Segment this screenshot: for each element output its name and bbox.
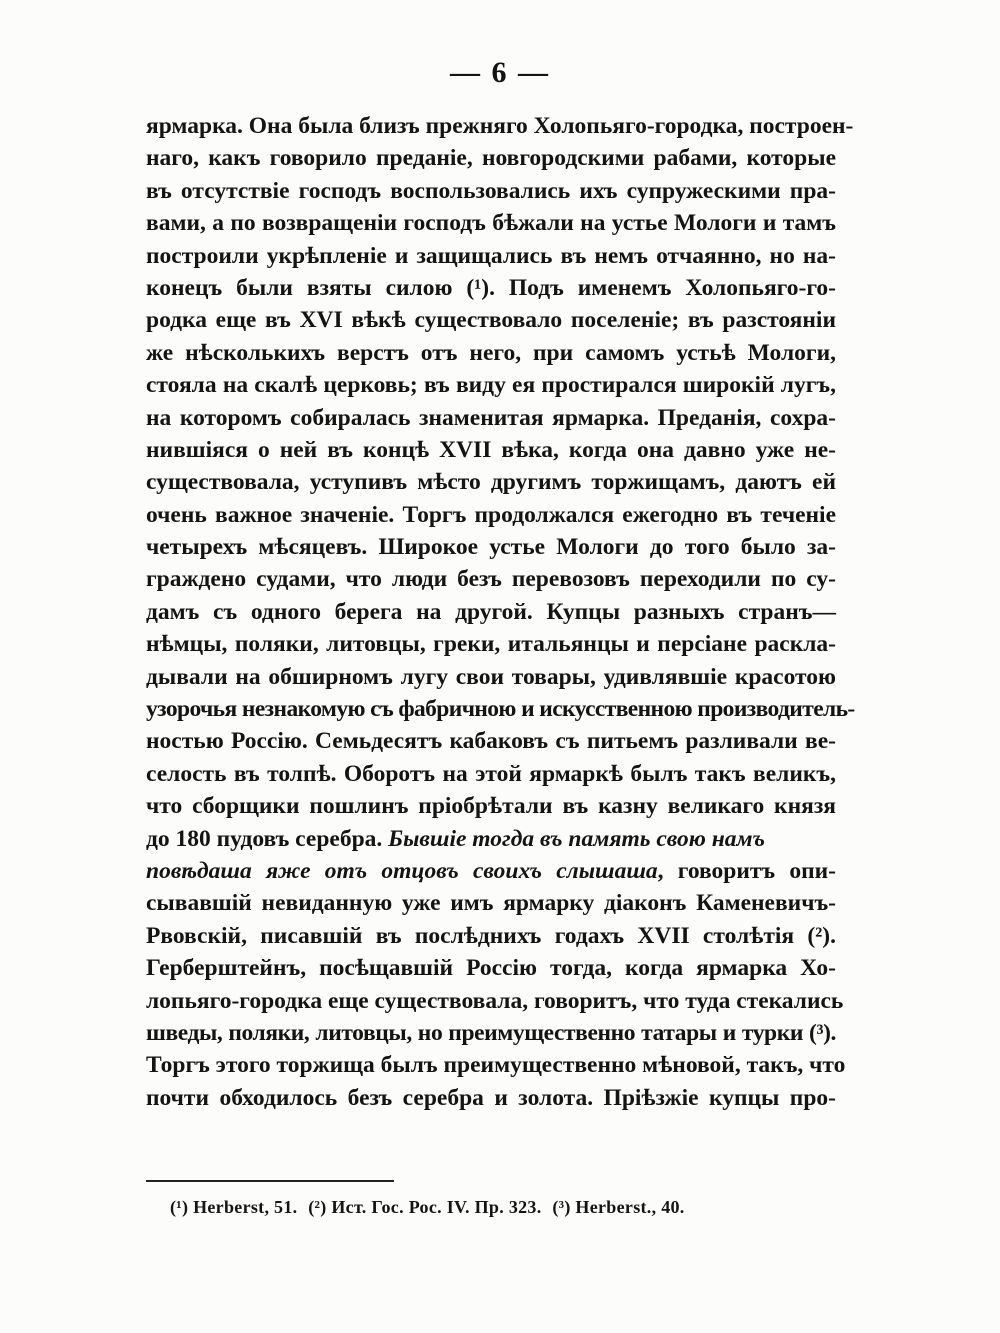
text-line: же нѣсколькихъ верстъ отъ него, при самомъ устьѣ Мологи, (146, 339, 836, 366)
text-line: Герберштейнъ, посѣщавшій Россію тогда, когда ярмарка Хо- (146, 955, 836, 982)
text-line: Рвовскій, писавшій въ послѣднихъ годахъ XVII столѣтія (²). (146, 922, 836, 949)
footnote-2: (²) Ист. Гос. Рос. IV. Пр. 323. (308, 1197, 542, 1217)
text-line: сывавшій невиданную уже имъ ярмарку діаконъ Каменевичъ- (146, 890, 836, 917)
text-line: нившіяся о ней въ концѣ XVII вѣка, когда она давно уже не- (146, 436, 836, 463)
text-line: что сборщики пошлинъ пріобрѣтали въ казну великаго князя (146, 793, 836, 820)
text-line-with-italic (146, 855, 836, 887)
text-line: узорочья незнакомую съ фабричною и искусственною производитель- (146, 696, 855, 723)
page-number: — 6 — (450, 56, 550, 89)
body-text (146, 110, 855, 1114)
text-line: почти обходилось безъ серебра и золота. Пріѣзжіе купцы про- (146, 1084, 836, 1111)
text-line: селость въ толпѣ. Оборотъ на этой ярмаркѣ былъ такъ великъ, (146, 760, 836, 787)
text-line: шведы, поляки, литовцы, но преимущественно татары и турки (³). (146, 1019, 836, 1046)
italic-quote: повѣдаша яже отъ отцовъ своихъ слышаша (146, 857, 658, 884)
footnotes (170, 1195, 836, 1219)
text-line: ярмарка. Она была близъ прежняго Холопьяго-городка, построен- (146, 113, 854, 139)
text-line: четырехъ мѣсяцевъ. Широкое устье Мологи до того было за- (146, 534, 836, 561)
text-line: въ отсутствіе господъ воспользовались ихъ супружескими пра- (146, 177, 836, 204)
text-line: дывали на обширномъ лугу свои товары, удивлявшіе красотою (146, 663, 836, 690)
footnote-3: (³) Herberst., 40. (552, 1197, 685, 1217)
footnote-divider (146, 1180, 394, 1182)
text-line: наго, какъ говорило преданіе, новгородскими рабами, которые (146, 145, 836, 172)
text-line: очень важное значеніе. Торгъ продолжался ежегодно въ теченіе (146, 501, 836, 528)
text-line: существовала, уступивъ мѣсто другимъ торжищамъ, даютъ ей (146, 469, 836, 496)
text-line-with-italic (146, 823, 836, 855)
italic-quote: Бывшіе тогда въ память свою намъ (388, 825, 766, 852)
text-line: стояла на скалѣ церковь; въ виду ея простирался широкій лугъ, (146, 372, 836, 399)
footnote-1: (¹) Herberst, 51. (170, 1197, 298, 1217)
text-line: Торгъ этого торжища былъ преимущественно мѣновой, такъ, что (146, 1052, 846, 1079)
text-line: лопьяго-городка еще существовала, говоритъ, что туда стекались (146, 987, 844, 1014)
text-line: вами, а по возвращеніи господъ бѣжали на устье Мологи и тамъ (146, 210, 836, 237)
text-segment: , говоритъ опи- (657, 857, 836, 884)
text-line: дамъ съ одного берега на другой. Купцы разныхъ странъ— (146, 598, 836, 625)
text-segment: до 180 пудовъ серебра. (146, 825, 383, 852)
text-line: ностью Россію. Семьдесятъ кабаковъ съ питьемъ разливали ве- (146, 728, 836, 755)
text-line: конецъ были взяты силою (¹). Подъ именемъ Холопьяго-го- (146, 274, 836, 301)
text-line: нѣмцы, поляки, литовцы, греки, итальянцы и персіане раскла- (146, 631, 836, 658)
text-line: граждено судами, что люди безъ перевозовъ переходили по су- (146, 566, 836, 593)
text-line: на которомъ собиралась знаменитая ярмарка. Преданія, сохра- (146, 404, 836, 431)
text-line: построили укрѣпленіе и защищались въ немъ отчаянно, но на- (146, 242, 836, 269)
text-line: родка еще въ XVI вѣкѣ существовало поселеніе; въ разстояніи (146, 307, 836, 334)
